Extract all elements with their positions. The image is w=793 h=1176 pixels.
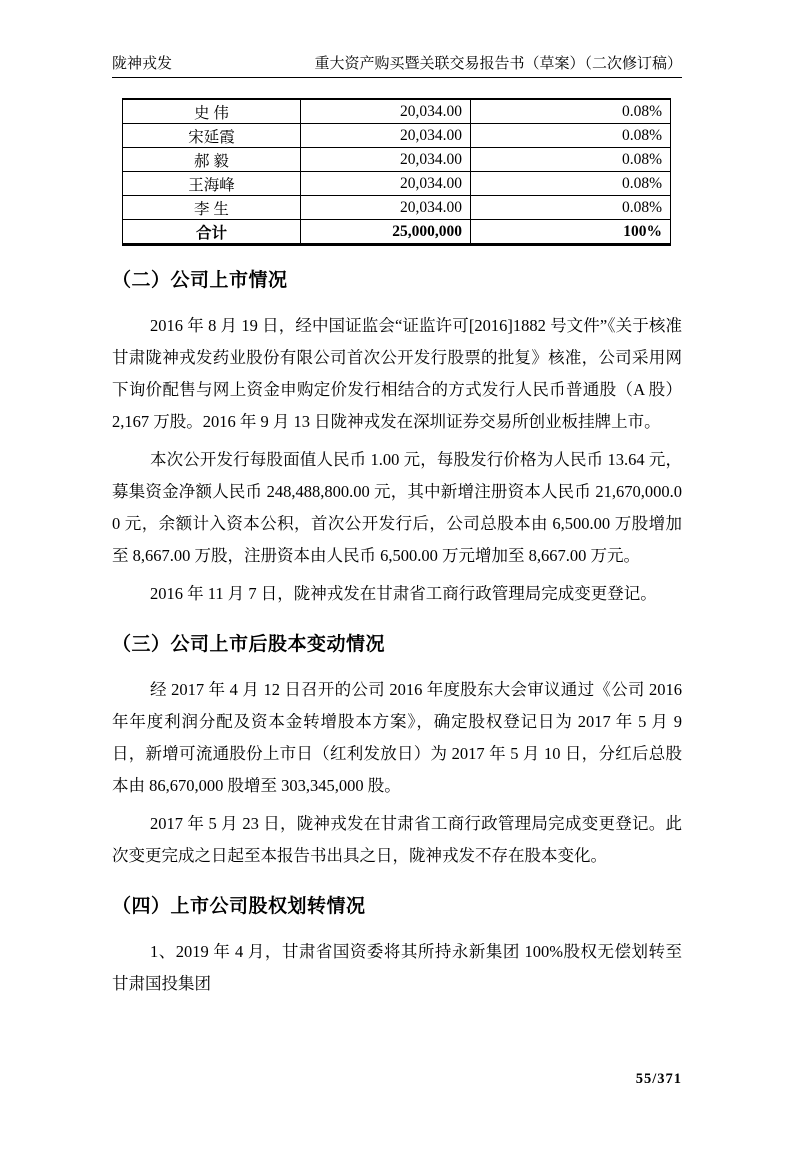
table-row-total xyxy=(123,220,671,245)
shareholder-table xyxy=(122,98,671,246)
total-percentage: 100% xyxy=(471,220,671,245)
table-row xyxy=(123,124,671,148)
shareholder-name: 郝 毅 xyxy=(123,148,301,172)
share-amount: 20,034.00 xyxy=(301,148,471,172)
paragraph: 经 2017 年 4 月 12 日召开的公司 2016 年度股东大会审议通过《公司 2016 年年度利润分配及资本金转增股本方案》，确定股权登记日为 2017 年 5 月 9 日，新增可流通股份上市日（红利发放日）为 2017 年 5 月 10 日，分红后总股本由 86,670,000 股增至 303,345,000 股。 xyxy=(112,680,682,795)
share-amount: 20,034.00 xyxy=(301,172,471,196)
share-amount: 20,034.00 xyxy=(301,124,471,148)
section-capital-changes xyxy=(112,632,682,872)
table-row xyxy=(123,172,671,196)
share-amount: 20,034.00 xyxy=(301,196,471,220)
header-document-title: 重大资产购买暨关联交易报告书（草案）（二次修订稿） xyxy=(314,56,682,72)
share-percentage: 0.08% xyxy=(471,196,671,220)
section-heading: （二）公司上市情况 xyxy=(112,270,288,291)
share-percentage: 0.08% xyxy=(471,148,671,172)
share-percentage: 0.08% xyxy=(471,124,671,148)
shareholder-name: 宋延霞 xyxy=(123,124,301,148)
paragraph: 2016 年 11 月 7 日，陇神戎发在甘肃省工商行政管理局完成变更登记。 xyxy=(150,584,657,603)
section-listing-status xyxy=(112,268,682,610)
paragraph: 1、2019 年 4 月，甘肃省国资委将其所持永新集团 100%股权无偿划转至甘肃国投集团 xyxy=(112,942,682,993)
table-row xyxy=(123,99,671,124)
header-company-name: 陇神戎发 xyxy=(112,56,173,72)
section-heading: （四）上市公司股权划转情况 xyxy=(112,896,366,917)
total-amount: 25,000,000 xyxy=(301,220,471,245)
paragraph: 2016 年 8 月 19 日，经中国证监会“证监许可[2016]1882 号文件”《关于核准甘肃陇神戎发药业股份有限公司首次公开发行股票的批复》核准，公司采用网下询价配售与网上资金申购定价发行相结合的方式发行人民币普通股（A 股）2,167 万股。2016 年 9 月 13 日陇神戎发在深圳证券交易所创业板挂牌上市。 xyxy=(112,316,682,431)
paragraph: 本次公开发行每股面值人民币 1.00 元，每股发行价格为人民币 13.64 元，募集资金净额人民币 248,488,800.00 元，其中新增注册资本人民币 21,670,000.00 元，余额计入资本公积，首次公开发行后，公司总股本由 6,500.00 万股增加至 8,667.00 万股，注册资本由人民币 6,500.00 万元增加至 8,667.00 万元。 xyxy=(112,450,682,565)
share-percentage: 0.08% xyxy=(471,172,671,196)
paragraph: 2017 年 5 月 23 日，陇神戎发在甘肃省工商行政管理局完成变更登记。此次变更完成之日起至本报告书出具之日，陇神戎发不存在股本变化。 xyxy=(112,814,682,865)
table-row xyxy=(123,196,671,220)
share-amount: 20,034.00 xyxy=(301,99,471,124)
shareholder-name: 史 伟 xyxy=(123,99,301,124)
page-number: 55/371 xyxy=(635,1071,682,1087)
table-row xyxy=(123,148,671,172)
document-page xyxy=(0,54,793,1000)
page-header xyxy=(112,54,682,78)
shareholder-name: 王海峰 xyxy=(123,172,301,196)
shareholder-name: 李 生 xyxy=(123,196,301,220)
section-equity-transfer xyxy=(112,894,682,1000)
total-label: 合计 xyxy=(123,220,301,245)
section-heading: （三）公司上市后股本变动情况 xyxy=(112,634,386,655)
share-percentage: 0.08% xyxy=(471,99,671,124)
